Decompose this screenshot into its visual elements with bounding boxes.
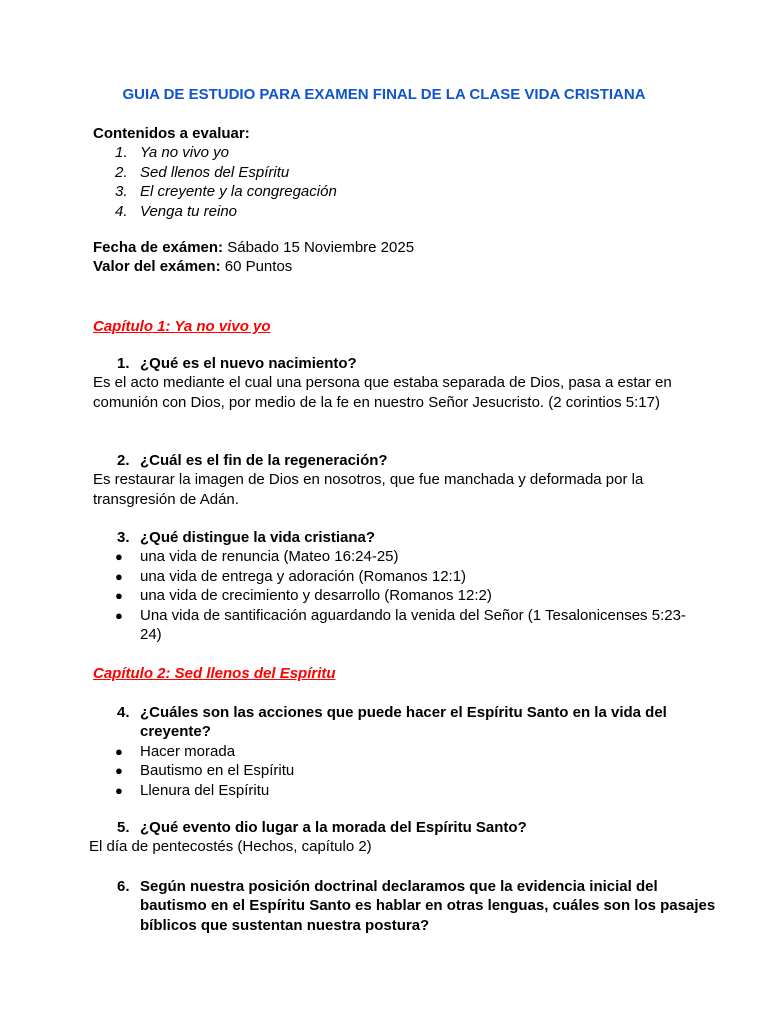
list-item-text: una vida de renuncia (Mateo 16:24-25) — [140, 548, 399, 566]
question-label: ¿Qué es el nuevo nacimiento? — [140, 355, 357, 372]
exam-date-value: Sábado 15 Noviembre 2025 — [227, 239, 415, 256]
list-item-text: Hacer morada — [140, 742, 236, 760]
question-text — [93, 451, 720, 470]
list-number: 2. — [115, 163, 128, 181]
list-item: ● una vida de renuncia (Mateo 16:24-25) — [115, 548, 399, 566]
list-item-text: Ya no vivo yo — [140, 144, 229, 162]
exam-date-label: Fecha de exámen: — [93, 239, 224, 256]
question-4 — [93, 703, 720, 800]
list-item: ● una vida de entrega y adoración (Romanos 12:1) — [115, 567, 467, 585]
question-label: ¿Cuáles son las acciones que puede hacer el Espíritu Santo en la vida del creyente? — [140, 704, 667, 741]
question-text — [93, 703, 720, 742]
bullet-list — [93, 742, 720, 800]
question-5 — [89, 818, 720, 857]
question-number: 2. — [117, 452, 130, 469]
question-number: 4. — [117, 704, 130, 721]
list-item — [93, 163, 337, 182]
question-number: 6. — [117, 878, 130, 895]
exam-info — [93, 238, 414, 277]
question-number: 3. — [117, 529, 130, 546]
list-item-text: una vida de entrega y adoración (Romanos 12:1) — [140, 567, 467, 585]
question-label: ¿Qué evento dio lugar a la morada del Espíritu Santo? — [140, 819, 527, 836]
list-item-text: Bautismo en el Espíritu — [140, 762, 295, 780]
chapter-1-heading: Capítulo 1: Ya no vivo yo — [93, 318, 271, 335]
list-item — [93, 182, 337, 201]
document-title: GUIA DE ESTUDIO PARA EXAMEN FINAL DE LA CLASE VIDA CRISTIANA — [122, 86, 646, 103]
list-item-text: Una vida de santificación aguardando la venida del Señor (1 Tesalonicenses 5:23-24) — [140, 606, 686, 644]
question-6 — [93, 877, 720, 935]
list-item: ● Llenura del Espíritu — [115, 781, 270, 799]
list-item-text: una vida de crecimiento y desarrollo (Romanos 12:2) — [140, 587, 492, 605]
question-label: ¿Cuál es el fin de la regeneración? — [140, 452, 388, 469]
list-item — [93, 143, 337, 162]
question-text — [93, 818, 720, 837]
list-item — [93, 202, 337, 221]
list-item: ● Hacer morada — [115, 742, 236, 760]
answer-text: Es restaurar la imagen de Dios en nosotros, que fue manchada y deformada por la transgresión de Adán. — [93, 471, 644, 508]
question-label: ¿Qué distingue la vida cristiana? — [140, 529, 376, 546]
question-3 — [93, 528, 720, 644]
question-text — [93, 354, 720, 373]
list-item-text: Llenura del Espíritu — [140, 781, 270, 799]
contents-heading: Contenidos a evaluar: — [93, 125, 250, 142]
question-2 — [93, 451, 720, 509]
exam-value-line — [93, 257, 414, 276]
answer-text: El día de pentecostés (Hechos, capítulo 2) — [89, 838, 372, 856]
list-item: ● una vida de crecimiento y desarrollo (Romanos 12:2) — [115, 587, 492, 605]
list-item: ● Una vida de santificación aguardando la venida del Señor (1 Tesalonicenses 5:23-24) — [115, 606, 686, 644]
contents-list — [93, 143, 337, 221]
exam-value-label: Valor del exámen: — [93, 258, 221, 276]
list-number: 3. — [115, 183, 128, 201]
list-item: ● Bautismo en el Espíritu — [115, 762, 295, 780]
list-item-text: Sed llenos del Espíritu — [140, 163, 290, 181]
question-1 — [93, 354, 720, 412]
list-item-text: El creyente y la congregación — [140, 183, 337, 201]
question-number: 5. — [117, 819, 130, 836]
question-text — [93, 528, 720, 547]
list-number: 4. — [115, 202, 128, 220]
list-item-text: Venga tu reino — [140, 202, 238, 220]
contents-section — [93, 124, 337, 221]
exam-value-value: 60 Puntos — [224, 258, 293, 276]
answer-text: Es el acto mediante el cual una persona que estaba separada de Dios, pasa a estar en comunión con Dios, por medio de la fe en nuestro Señor Jesucristo. (2 corintios 5:17) — [93, 374, 672, 411]
question-label: Según nuestra posición doctrinal declaramos que la evidencia inicial del bautismo en el Espíritu Santo es hablar en otras lenguas, cuáles son los pasajes bíblicos que sustentan nuestra postura? — [140, 878, 716, 934]
question-number: 1. — [117, 355, 130, 372]
bullet-list — [93, 547, 720, 644]
exam-date-line — [93, 238, 414, 257]
chapter-2-heading: Capítulo 2: Sed llenos del Espíritu — [93, 665, 336, 682]
question-text — [93, 877, 720, 935]
list-number: 1. — [115, 144, 128, 162]
